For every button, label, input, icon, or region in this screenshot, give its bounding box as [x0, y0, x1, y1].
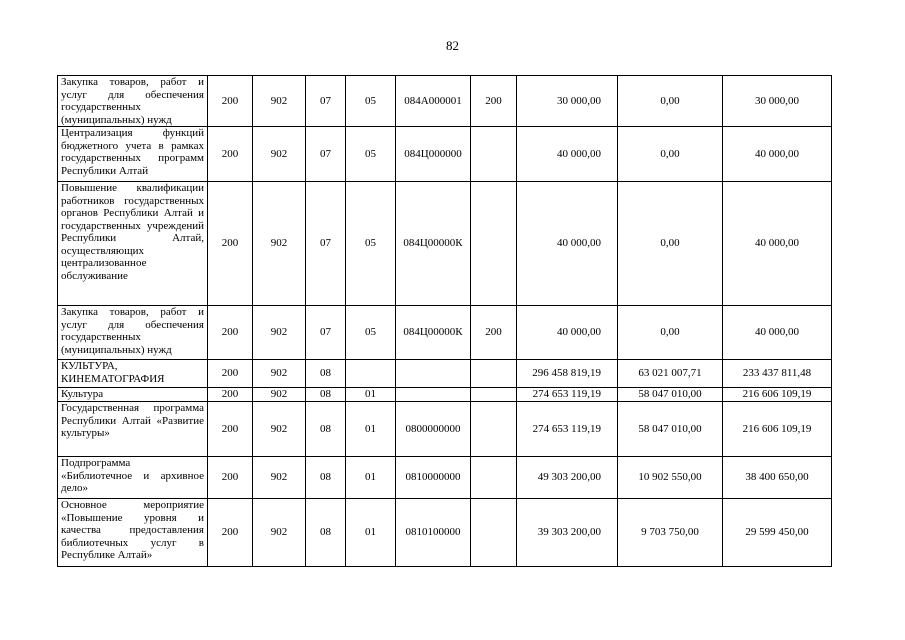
cell-federal: 0,00 — [618, 182, 723, 306]
row-name: Централизация функций бюджетного учета в рамках государственных программ Республики Алтай — [58, 127, 208, 182]
row-name: Культура — [58, 388, 208, 402]
cell-csr: 0800000000 — [396, 402, 471, 457]
cell-csr: 084Ц000000 — [396, 127, 471, 182]
cell-kod: 902 — [253, 402, 306, 457]
table-row — [58, 388, 832, 402]
cell-rz: 08 — [306, 499, 346, 567]
cell-ved: 200 — [208, 306, 253, 360]
cell-csr: 084Ц00000К — [396, 182, 471, 306]
table-row — [58, 306, 832, 360]
cell-rz: 08 — [306, 457, 346, 499]
cell-regional: 29 599 450,00 — [723, 499, 832, 567]
cell-kod: 902 — [253, 388, 306, 402]
cell-rz: 07 — [306, 76, 346, 127]
cell-total: 274 653 119,19 — [517, 388, 618, 402]
cell-pr: 01 — [346, 457, 396, 499]
cell-total: 49 303 200,00 — [517, 457, 618, 499]
cell-csr — [396, 388, 471, 402]
cell-total: 40 000,00 — [517, 127, 618, 182]
cell-federal: 0,00 — [618, 76, 723, 127]
cell-total: 30 000,00 — [517, 76, 618, 127]
cell-ved: 200 — [208, 499, 253, 567]
cell-federal: 0,00 — [618, 127, 723, 182]
table-row — [58, 76, 832, 127]
row-name: Государственная программа Республики Алтай «Развитие культуры» — [58, 402, 208, 457]
table-row — [58, 499, 832, 567]
cell-pr: 05 — [346, 127, 396, 182]
cell-regional: 38 400 650,00 — [723, 457, 832, 499]
cell-kod: 902 — [253, 457, 306, 499]
cell-pr: 05 — [346, 306, 396, 360]
cell-ved: 200 — [208, 457, 253, 499]
cell-vr — [471, 127, 517, 182]
row-name: Основное мероприятие «Повышение уровня и качества предоставления библиотечных услуг в Республике Алтай» — [58, 499, 208, 567]
table-row — [58, 182, 832, 306]
cell-rz: 07 — [306, 127, 346, 182]
cell-vr — [471, 388, 517, 402]
cell-regional: 233 437 811,48 — [723, 360, 832, 388]
cell-csr: 0810000000 — [396, 457, 471, 499]
cell-federal: 9 703 750,00 — [618, 499, 723, 567]
cell-vr — [471, 182, 517, 306]
cell-regional: 40 000,00 — [723, 182, 832, 306]
cell-total: 296 458 819,19 — [517, 360, 618, 388]
table-row — [58, 402, 832, 457]
cell-kod: 902 — [253, 306, 306, 360]
cell-rz: 08 — [306, 388, 346, 402]
cell-pr: 01 — [346, 499, 396, 567]
cell-regional: 30 000,00 — [723, 76, 832, 127]
cell-federal: 58 047 010,00 — [618, 402, 723, 457]
cell-ved: 200 — [208, 402, 253, 457]
cell-rz: 08 — [306, 402, 346, 457]
page-number: 82 — [446, 38, 459, 53]
cell-kod: 902 — [253, 360, 306, 388]
cell-kod: 902 — [253, 182, 306, 306]
cell-total: 274 653 119,19 — [517, 402, 618, 457]
cell-csr: 0810100000 — [396, 499, 471, 567]
cell-vr — [471, 457, 517, 499]
cell-pr: 01 — [346, 402, 396, 457]
cell-regional: 40 000,00 — [723, 306, 832, 360]
table-row — [58, 360, 832, 388]
cell-kod: 902 — [253, 76, 306, 127]
cell-pr — [346, 360, 396, 388]
cell-federal: 10 902 550,00 — [618, 457, 723, 499]
cell-csr: 084А000001 — [396, 76, 471, 127]
cell-regional: 40 000,00 — [723, 127, 832, 182]
cell-ved: 200 — [208, 182, 253, 306]
cell-vr — [471, 402, 517, 457]
table-row — [58, 457, 832, 499]
cell-vr — [471, 499, 517, 567]
cell-ved: 200 — [208, 127, 253, 182]
cell-regional: 216 606 109,19 — [723, 402, 832, 457]
cell-ved: 200 — [208, 360, 253, 388]
cell-regional: 216 606 109,19 — [723, 388, 832, 402]
row-name: Повышение квалификации работников государственных органов Республики Алтай и государственных учреждений Республики Алтай, осуществляющих централизованное обслуживание — [58, 182, 208, 306]
cell-total: 40 000,00 — [517, 306, 618, 360]
cell-kod: 902 — [253, 127, 306, 182]
cell-federal: 0,00 — [618, 306, 723, 360]
table-row — [58, 127, 832, 182]
cell-ved: 200 — [208, 388, 253, 402]
cell-vr — [471, 360, 517, 388]
cell-pr: 05 — [346, 76, 396, 127]
budget-table — [57, 75, 832, 567]
row-name: Подпрограмма «Библиотечное и архивное дело» — [58, 457, 208, 499]
cell-total: 39 303 200,00 — [517, 499, 618, 567]
cell-csr: 084Ц00000К — [396, 306, 471, 360]
cell-rz: 08 — [306, 360, 346, 388]
cell-total: 40 000,00 — [517, 182, 618, 306]
cell-pr: 01 — [346, 388, 396, 402]
cell-rz: 07 — [306, 182, 346, 306]
row-name: Закупка товаров, работ и услуг для обеспечения государственных (муниципальных) нужд — [58, 306, 208, 360]
row-name: Закупка товаров, работ и услуг для обеспечения государственных (муниципальных) нужд — [58, 76, 208, 127]
cell-ved: 200 — [208, 76, 253, 127]
cell-pr: 05 — [346, 182, 396, 306]
cell-federal: 63 021 007,71 — [618, 360, 723, 388]
cell-vr: 200 — [471, 76, 517, 127]
cell-kod: 902 — [253, 499, 306, 567]
cell-csr — [396, 360, 471, 388]
cell-rz: 07 — [306, 306, 346, 360]
cell-vr: 200 — [471, 306, 517, 360]
cell-federal: 58 047 010,00 — [618, 388, 723, 402]
row-name: КУЛЬТУРА, КИНЕМАТОГРАФИЯ — [58, 360, 208, 388]
